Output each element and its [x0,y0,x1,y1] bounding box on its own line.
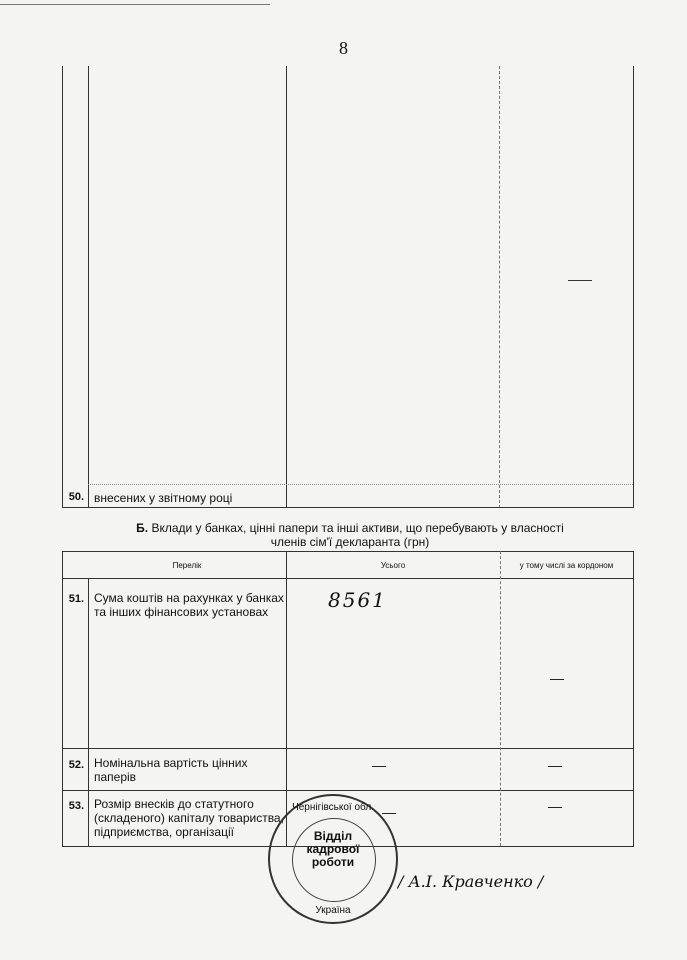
row-51-abroad-value: — [550,670,564,686]
row-52-abroad-value: — [548,757,562,773]
signature: / А.І. Кравченко / [398,872,544,891]
page-number: 8 [339,38,348,58]
row-50-label: внесених у звітному році [94,491,233,505]
official-stamp [268,794,398,924]
stamp-outer-bottom-text: Україна [315,905,351,916]
row-53-abroad-value: — [548,798,562,814]
column-header-total: Усього [380,561,406,570]
row-52-total-value: — [372,757,386,773]
stamp-outer-top-text: Чернігівської обл. [292,802,374,813]
row-label: Сума коштів на рахунках у банках та інших фінансових установах [94,591,284,619]
row-label: Розмір внесків до статутного (складеного) капіталу товариства, підприємства, організації [94,797,284,839]
row-label: Номінальна вартість цінних паперів [94,756,248,784]
row-51-total-value: 8561 [328,588,387,612]
row-number: 52. [68,759,84,771]
column-header-list: Перелік [172,561,202,570]
row-number: 51. [68,593,84,605]
column-header-abroad: у тому числі за кордоном [519,561,614,570]
upper-table-dash [568,280,592,281]
section-b-title-line1: Вклади у банках, цінні папери та інші активи, що перебувають у власності [151,521,564,535]
scan-edge-line [0,4,270,5]
row-number: 53. [68,800,84,812]
section-b-title [60,521,640,549]
row-50-number: 50. [68,491,84,503]
stamp-center-text: Відділ кадрової роботи [306,829,360,869]
row-53-total-value: — [382,804,396,820]
section-b-title-line2: членів сім'ї декларанта (грн) [270,535,430,549]
section-b-letter: Б. [136,521,149,535]
